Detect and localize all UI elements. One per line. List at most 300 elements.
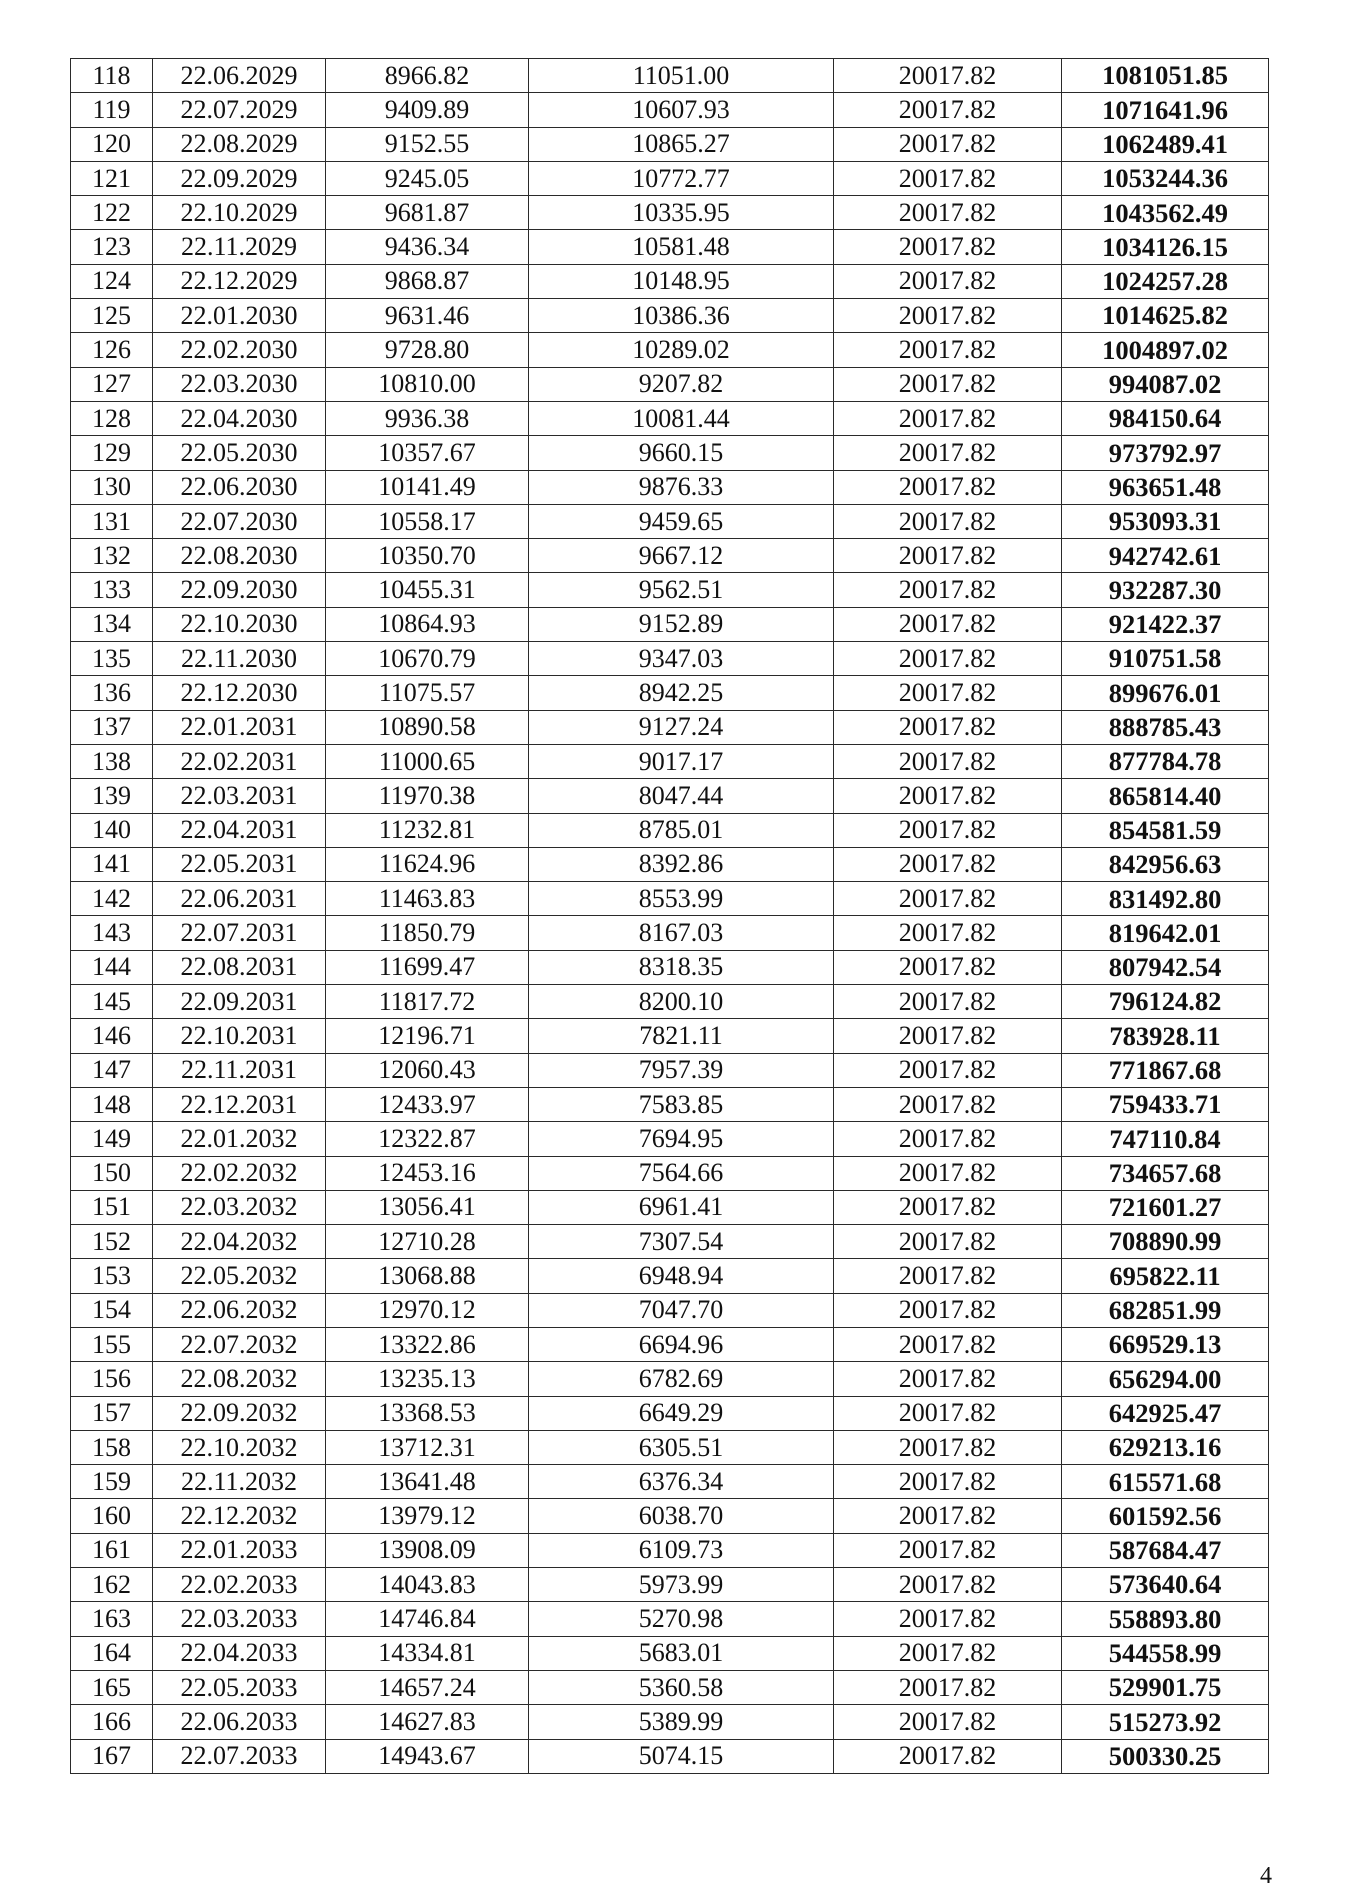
interest-amount-cell: 10607.93 bbox=[529, 93, 834, 127]
principal-amount-cell: 11463.83 bbox=[326, 882, 529, 916]
principal-amount-cell: 12322.87 bbox=[326, 1122, 529, 1156]
table-row bbox=[71, 1225, 1269, 1259]
table-row bbox=[71, 1122, 1269, 1156]
payment-date-cell: 22.06.2029 bbox=[153, 59, 326, 93]
remaining-balance-cell: 656294.00 bbox=[1062, 1362, 1269, 1396]
remaining-balance-cell: 1081051.85 bbox=[1062, 59, 1269, 93]
installment-number-cell: 148 bbox=[71, 1087, 153, 1121]
table-row bbox=[71, 264, 1269, 298]
remaining-balance-cell: 1004897.02 bbox=[1062, 333, 1269, 367]
principal-amount-cell: 9409.89 bbox=[326, 93, 529, 127]
remaining-balance-cell: 629213.16 bbox=[1062, 1430, 1269, 1464]
table-row bbox=[71, 916, 1269, 950]
installment-number-cell: 153 bbox=[71, 1259, 153, 1293]
payment-date-cell: 22.03.2031 bbox=[153, 779, 326, 813]
payment-amount-cell: 20017.82 bbox=[834, 1670, 1062, 1704]
remaining-balance-cell: 587684.47 bbox=[1062, 1533, 1269, 1567]
remaining-balance-cell: 973792.97 bbox=[1062, 436, 1269, 470]
payment-amount-cell: 20017.82 bbox=[834, 1739, 1062, 1773]
interest-amount-cell: 9127.24 bbox=[529, 710, 834, 744]
payment-amount-cell: 20017.82 bbox=[834, 1499, 1062, 1533]
remaining-balance-cell: 953093.31 bbox=[1062, 504, 1269, 538]
installment-number-cell: 142 bbox=[71, 882, 153, 916]
table-row bbox=[71, 1568, 1269, 1602]
table-row bbox=[71, 1430, 1269, 1464]
interest-amount-cell: 10772.77 bbox=[529, 161, 834, 195]
payment-date-cell: 22.01.2032 bbox=[153, 1122, 326, 1156]
table-row bbox=[71, 985, 1269, 1019]
table-row bbox=[71, 779, 1269, 813]
principal-amount-cell: 11850.79 bbox=[326, 916, 529, 950]
principal-amount-cell: 14043.83 bbox=[326, 1568, 529, 1602]
principal-amount-cell: 12196.71 bbox=[326, 1019, 529, 1053]
interest-amount-cell: 8167.03 bbox=[529, 916, 834, 950]
table-row bbox=[71, 847, 1269, 881]
table-row bbox=[71, 1499, 1269, 1533]
installment-number-cell: 146 bbox=[71, 1019, 153, 1053]
remaining-balance-cell: 515273.92 bbox=[1062, 1705, 1269, 1739]
principal-amount-cell: 11817.72 bbox=[326, 985, 529, 1019]
installment-number-cell: 150 bbox=[71, 1156, 153, 1190]
payment-amount-cell: 20017.82 bbox=[834, 1190, 1062, 1224]
installment-number-cell: 131 bbox=[71, 504, 153, 538]
remaining-balance-cell: 932287.30 bbox=[1062, 573, 1269, 607]
principal-amount-cell: 9936.38 bbox=[326, 401, 529, 435]
interest-amount-cell: 8553.99 bbox=[529, 882, 834, 916]
payment-amount-cell: 20017.82 bbox=[834, 744, 1062, 778]
installment-number-cell: 127 bbox=[71, 367, 153, 401]
principal-amount-cell: 12060.43 bbox=[326, 1053, 529, 1087]
table-row bbox=[71, 196, 1269, 230]
payment-date-cell: 22.04.2031 bbox=[153, 813, 326, 847]
principal-amount-cell: 13712.31 bbox=[326, 1430, 529, 1464]
payment-amount-cell: 20017.82 bbox=[834, 882, 1062, 916]
payment-date-cell: 22.07.2032 bbox=[153, 1327, 326, 1361]
payment-amount-cell: 20017.82 bbox=[834, 367, 1062, 401]
principal-amount-cell: 11000.65 bbox=[326, 744, 529, 778]
remaining-balance-cell: 854581.59 bbox=[1062, 813, 1269, 847]
payment-date-cell: 22.06.2030 bbox=[153, 470, 326, 504]
interest-amount-cell: 10289.02 bbox=[529, 333, 834, 367]
table-row bbox=[71, 333, 1269, 367]
table-row bbox=[71, 1019, 1269, 1053]
principal-amount-cell: 11232.81 bbox=[326, 813, 529, 847]
installment-number-cell: 149 bbox=[71, 1122, 153, 1156]
principal-amount-cell: 14746.84 bbox=[326, 1602, 529, 1636]
remaining-balance-cell: 1062489.41 bbox=[1062, 127, 1269, 161]
interest-amount-cell: 5270.98 bbox=[529, 1602, 834, 1636]
table-row bbox=[71, 1362, 1269, 1396]
remaining-balance-cell: 1071641.96 bbox=[1062, 93, 1269, 127]
payment-date-cell: 22.02.2031 bbox=[153, 744, 326, 778]
payment-date-cell: 22.08.2030 bbox=[153, 539, 326, 573]
payment-date-cell: 22.01.2031 bbox=[153, 710, 326, 744]
installment-number-cell: 125 bbox=[71, 299, 153, 333]
remaining-balance-cell: 500330.25 bbox=[1062, 1739, 1269, 1773]
payment-date-cell: 22.12.2029 bbox=[153, 264, 326, 298]
payment-amount-cell: 20017.82 bbox=[834, 642, 1062, 676]
table-row bbox=[71, 59, 1269, 93]
principal-amount-cell: 13068.88 bbox=[326, 1259, 529, 1293]
principal-amount-cell: 9436.34 bbox=[326, 230, 529, 264]
payment-amount-cell: 20017.82 bbox=[834, 1602, 1062, 1636]
table-row bbox=[71, 1087, 1269, 1121]
payment-date-cell: 22.01.2030 bbox=[153, 299, 326, 333]
principal-amount-cell: 13235.13 bbox=[326, 1362, 529, 1396]
payment-schedule-body bbox=[71, 59, 1269, 1774]
payment-amount-cell: 20017.82 bbox=[834, 230, 1062, 264]
table-row bbox=[71, 1602, 1269, 1636]
interest-amount-cell: 8318.35 bbox=[529, 950, 834, 984]
payment-amount-cell: 20017.82 bbox=[834, 264, 1062, 298]
installment-number-cell: 120 bbox=[71, 127, 153, 161]
installment-number-cell: 154 bbox=[71, 1293, 153, 1327]
payment-amount-cell: 20017.82 bbox=[834, 196, 1062, 230]
payment-date-cell: 22.12.2032 bbox=[153, 1499, 326, 1533]
table-row bbox=[71, 710, 1269, 744]
payment-date-cell: 22.12.2030 bbox=[153, 676, 326, 710]
table-row bbox=[71, 1636, 1269, 1670]
installment-number-cell: 137 bbox=[71, 710, 153, 744]
payment-amount-cell: 20017.82 bbox=[834, 607, 1062, 641]
remaining-balance-cell: 984150.64 bbox=[1062, 401, 1269, 435]
principal-amount-cell: 9681.87 bbox=[326, 196, 529, 230]
principal-amount-cell: 11075.57 bbox=[326, 676, 529, 710]
page-number: 4 bbox=[1260, 1863, 1272, 1889]
interest-amount-cell: 10335.95 bbox=[529, 196, 834, 230]
remaining-balance-cell: 1034126.15 bbox=[1062, 230, 1269, 264]
payment-date-cell: 22.05.2033 bbox=[153, 1670, 326, 1704]
table-row bbox=[71, 1327, 1269, 1361]
installment-number-cell: 166 bbox=[71, 1705, 153, 1739]
remaining-balance-cell: 747110.84 bbox=[1062, 1122, 1269, 1156]
principal-amount-cell: 14943.67 bbox=[326, 1739, 529, 1773]
interest-amount-cell: 10386.36 bbox=[529, 299, 834, 333]
remaining-balance-cell: 807942.54 bbox=[1062, 950, 1269, 984]
interest-amount-cell: 8392.86 bbox=[529, 847, 834, 881]
remaining-balance-cell: 695822.11 bbox=[1062, 1259, 1269, 1293]
remaining-balance-cell: 819642.01 bbox=[1062, 916, 1269, 950]
principal-amount-cell: 12970.12 bbox=[326, 1293, 529, 1327]
interest-amount-cell: 7564.66 bbox=[529, 1156, 834, 1190]
payment-date-cell: 22.08.2031 bbox=[153, 950, 326, 984]
remaining-balance-cell: 642925.47 bbox=[1062, 1396, 1269, 1430]
table-row bbox=[71, 1156, 1269, 1190]
principal-amount-cell: 9728.80 bbox=[326, 333, 529, 367]
payment-date-cell: 22.11.2031 bbox=[153, 1053, 326, 1087]
payment-date-cell: 22.02.2032 bbox=[153, 1156, 326, 1190]
remaining-balance-cell: 783928.11 bbox=[1062, 1019, 1269, 1053]
remaining-balance-cell: 899676.01 bbox=[1062, 676, 1269, 710]
installment-number-cell: 134 bbox=[71, 607, 153, 641]
installment-number-cell: 119 bbox=[71, 93, 153, 127]
payment-date-cell: 22.09.2030 bbox=[153, 573, 326, 607]
table-row bbox=[71, 401, 1269, 435]
payment-amount-cell: 20017.82 bbox=[834, 1362, 1062, 1396]
payment-date-cell: 22.02.2030 bbox=[153, 333, 326, 367]
table-row bbox=[71, 1739, 1269, 1773]
principal-amount-cell: 14657.24 bbox=[326, 1670, 529, 1704]
principal-amount-cell: 10890.58 bbox=[326, 710, 529, 744]
interest-amount-cell: 5973.99 bbox=[529, 1568, 834, 1602]
payment-amount-cell: 20017.82 bbox=[834, 1122, 1062, 1156]
table-row bbox=[71, 230, 1269, 264]
remaining-balance-cell: 1043562.49 bbox=[1062, 196, 1269, 230]
remaining-balance-cell: 888785.43 bbox=[1062, 710, 1269, 744]
installment-number-cell: 129 bbox=[71, 436, 153, 470]
principal-amount-cell: 10558.17 bbox=[326, 504, 529, 538]
remaining-balance-cell: 942742.61 bbox=[1062, 539, 1269, 573]
table-row bbox=[71, 93, 1269, 127]
principal-amount-cell: 10455.31 bbox=[326, 573, 529, 607]
principal-amount-cell: 9152.55 bbox=[326, 127, 529, 161]
payment-amount-cell: 20017.82 bbox=[834, 539, 1062, 573]
remaining-balance-cell: 558893.80 bbox=[1062, 1602, 1269, 1636]
payment-date-cell: 22.02.2033 bbox=[153, 1568, 326, 1602]
principal-amount-cell: 14334.81 bbox=[326, 1636, 529, 1670]
installment-number-cell: 143 bbox=[71, 916, 153, 950]
payment-schedule-table bbox=[70, 58, 1269, 1774]
installment-number-cell: 133 bbox=[71, 573, 153, 607]
interest-amount-cell: 5074.15 bbox=[529, 1739, 834, 1773]
remaining-balance-cell: 669529.13 bbox=[1062, 1327, 1269, 1361]
payment-date-cell: 22.08.2029 bbox=[153, 127, 326, 161]
interest-amount-cell: 9562.51 bbox=[529, 573, 834, 607]
table-row bbox=[71, 1670, 1269, 1704]
installment-number-cell: 144 bbox=[71, 950, 153, 984]
installment-number-cell: 126 bbox=[71, 333, 153, 367]
payment-amount-cell: 20017.82 bbox=[834, 299, 1062, 333]
remaining-balance-cell: 963651.48 bbox=[1062, 470, 1269, 504]
installment-number-cell: 140 bbox=[71, 813, 153, 847]
principal-amount-cell: 13641.48 bbox=[326, 1465, 529, 1499]
principal-amount-cell: 13368.53 bbox=[326, 1396, 529, 1430]
interest-amount-cell: 6038.70 bbox=[529, 1499, 834, 1533]
payment-date-cell: 22.09.2032 bbox=[153, 1396, 326, 1430]
payment-amount-cell: 20017.82 bbox=[834, 1327, 1062, 1361]
remaining-balance-cell: 615571.68 bbox=[1062, 1465, 1269, 1499]
payment-amount-cell: 20017.82 bbox=[834, 1705, 1062, 1739]
principal-amount-cell: 10357.67 bbox=[326, 436, 529, 470]
payment-amount-cell: 20017.82 bbox=[834, 1225, 1062, 1259]
table-row bbox=[71, 813, 1269, 847]
payment-amount-cell: 20017.82 bbox=[834, 813, 1062, 847]
payment-amount-cell: 20017.82 bbox=[834, 161, 1062, 195]
payment-date-cell: 22.05.2031 bbox=[153, 847, 326, 881]
payment-date-cell: 22.07.2030 bbox=[153, 504, 326, 538]
table-row bbox=[71, 539, 1269, 573]
interest-amount-cell: 6694.96 bbox=[529, 1327, 834, 1361]
installment-number-cell: 138 bbox=[71, 744, 153, 778]
interest-amount-cell: 9660.15 bbox=[529, 436, 834, 470]
installment-number-cell: 118 bbox=[71, 59, 153, 93]
payment-date-cell: 22.03.2030 bbox=[153, 367, 326, 401]
interest-amount-cell: 6961.41 bbox=[529, 1190, 834, 1224]
payment-date-cell: 22.12.2031 bbox=[153, 1087, 326, 1121]
payment-date-cell: 22.04.2030 bbox=[153, 401, 326, 435]
principal-amount-cell: 11624.96 bbox=[326, 847, 529, 881]
table-row bbox=[71, 1396, 1269, 1430]
payment-amount-cell: 20017.82 bbox=[834, 950, 1062, 984]
installment-number-cell: 128 bbox=[71, 401, 153, 435]
installment-number-cell: 130 bbox=[71, 470, 153, 504]
interest-amount-cell: 8200.10 bbox=[529, 985, 834, 1019]
payment-amount-cell: 20017.82 bbox=[834, 1293, 1062, 1327]
installment-number-cell: 152 bbox=[71, 1225, 153, 1259]
interest-amount-cell: 6305.51 bbox=[529, 1430, 834, 1464]
payment-amount-cell: 20017.82 bbox=[834, 1465, 1062, 1499]
payment-date-cell: 22.05.2030 bbox=[153, 436, 326, 470]
table-row bbox=[71, 1259, 1269, 1293]
remaining-balance-cell: 1024257.28 bbox=[1062, 264, 1269, 298]
payment-date-cell: 22.07.2031 bbox=[153, 916, 326, 950]
principal-amount-cell: 13979.12 bbox=[326, 1499, 529, 1533]
interest-amount-cell: 10581.48 bbox=[529, 230, 834, 264]
installment-number-cell: 162 bbox=[71, 1568, 153, 1602]
remaining-balance-cell: 842956.63 bbox=[1062, 847, 1269, 881]
principal-amount-cell: 12710.28 bbox=[326, 1225, 529, 1259]
remaining-balance-cell: 759433.71 bbox=[1062, 1087, 1269, 1121]
principal-amount-cell: 13322.86 bbox=[326, 1327, 529, 1361]
payment-date-cell: 22.07.2033 bbox=[153, 1739, 326, 1773]
payment-date-cell: 22.10.2029 bbox=[153, 196, 326, 230]
installment-number-cell: 123 bbox=[71, 230, 153, 264]
interest-amount-cell: 7583.85 bbox=[529, 1087, 834, 1121]
table-row bbox=[71, 950, 1269, 984]
principal-amount-cell: 9631.46 bbox=[326, 299, 529, 333]
payment-date-cell: 22.09.2029 bbox=[153, 161, 326, 195]
principal-amount-cell: 10670.79 bbox=[326, 642, 529, 676]
payment-amount-cell: 20017.82 bbox=[834, 1087, 1062, 1121]
payment-date-cell: 22.10.2031 bbox=[153, 1019, 326, 1053]
remaining-balance-cell: 921422.37 bbox=[1062, 607, 1269, 641]
installment-number-cell: 161 bbox=[71, 1533, 153, 1567]
table-row bbox=[71, 1705, 1269, 1739]
interest-amount-cell: 6782.69 bbox=[529, 1362, 834, 1396]
payment-amount-cell: 20017.82 bbox=[834, 504, 1062, 538]
installment-number-cell: 132 bbox=[71, 539, 153, 573]
table-row bbox=[71, 161, 1269, 195]
principal-amount-cell: 12453.16 bbox=[326, 1156, 529, 1190]
payment-amount-cell: 20017.82 bbox=[834, 59, 1062, 93]
interest-amount-cell: 8942.25 bbox=[529, 676, 834, 710]
payment-date-cell: 22.10.2032 bbox=[153, 1430, 326, 1464]
remaining-balance-cell: 771867.68 bbox=[1062, 1053, 1269, 1087]
payment-date-cell: 22.11.2032 bbox=[153, 1465, 326, 1499]
remaining-balance-cell: 544558.99 bbox=[1062, 1636, 1269, 1670]
remaining-balance-cell: 573640.64 bbox=[1062, 1568, 1269, 1602]
table-row bbox=[71, 607, 1269, 641]
table-row bbox=[71, 573, 1269, 607]
table-row bbox=[71, 299, 1269, 333]
interest-amount-cell: 9347.03 bbox=[529, 642, 834, 676]
installment-number-cell: 122 bbox=[71, 196, 153, 230]
payment-amount-cell: 20017.82 bbox=[834, 1019, 1062, 1053]
payment-amount-cell: 20017.82 bbox=[834, 1396, 1062, 1430]
installment-number-cell: 163 bbox=[71, 1602, 153, 1636]
remaining-balance-cell: 865814.40 bbox=[1062, 779, 1269, 813]
payment-date-cell: 22.04.2032 bbox=[153, 1225, 326, 1259]
table-row bbox=[71, 1053, 1269, 1087]
remaining-balance-cell: 529901.75 bbox=[1062, 1670, 1269, 1704]
payment-date-cell: 22.08.2032 bbox=[153, 1362, 326, 1396]
payment-date-cell: 22.11.2029 bbox=[153, 230, 326, 264]
interest-amount-cell: 6649.29 bbox=[529, 1396, 834, 1430]
interest-amount-cell: 7957.39 bbox=[529, 1053, 834, 1087]
interest-amount-cell: 6948.94 bbox=[529, 1259, 834, 1293]
remaining-balance-cell: 1014625.82 bbox=[1062, 299, 1269, 333]
interest-amount-cell: 5360.58 bbox=[529, 1670, 834, 1704]
remaining-balance-cell: 910751.58 bbox=[1062, 642, 1269, 676]
payment-amount-cell: 20017.82 bbox=[834, 847, 1062, 881]
payment-amount-cell: 20017.82 bbox=[834, 1430, 1062, 1464]
table-row bbox=[71, 504, 1269, 538]
payment-amount-cell: 20017.82 bbox=[834, 1259, 1062, 1293]
interest-amount-cell: 11051.00 bbox=[529, 59, 834, 93]
remaining-balance-cell: 682851.99 bbox=[1062, 1293, 1269, 1327]
payment-date-cell: 22.06.2033 bbox=[153, 1705, 326, 1739]
payment-date-cell: 22.07.2029 bbox=[153, 93, 326, 127]
installment-number-cell: 151 bbox=[71, 1190, 153, 1224]
table-row bbox=[71, 1465, 1269, 1499]
installment-number-cell: 164 bbox=[71, 1636, 153, 1670]
interest-amount-cell: 6376.34 bbox=[529, 1465, 834, 1499]
principal-amount-cell: 10350.70 bbox=[326, 539, 529, 573]
payment-amount-cell: 20017.82 bbox=[834, 333, 1062, 367]
installment-number-cell: 159 bbox=[71, 1465, 153, 1499]
payment-amount-cell: 20017.82 bbox=[834, 1636, 1062, 1670]
interest-amount-cell: 5389.99 bbox=[529, 1705, 834, 1739]
principal-amount-cell: 10810.00 bbox=[326, 367, 529, 401]
interest-amount-cell: 10081.44 bbox=[529, 401, 834, 435]
interest-amount-cell: 9207.82 bbox=[529, 367, 834, 401]
installment-number-cell: 158 bbox=[71, 1430, 153, 1464]
interest-amount-cell: 10865.27 bbox=[529, 127, 834, 161]
installment-number-cell: 165 bbox=[71, 1670, 153, 1704]
remaining-balance-cell: 831492.80 bbox=[1062, 882, 1269, 916]
payment-amount-cell: 20017.82 bbox=[834, 1053, 1062, 1087]
principal-amount-cell: 11970.38 bbox=[326, 779, 529, 813]
payment-date-cell: 22.04.2033 bbox=[153, 1636, 326, 1670]
principal-amount-cell: 13056.41 bbox=[326, 1190, 529, 1224]
installment-number-cell: 135 bbox=[71, 642, 153, 676]
payment-amount-cell: 20017.82 bbox=[834, 1156, 1062, 1190]
table-row bbox=[71, 1190, 1269, 1224]
principal-amount-cell: 13908.09 bbox=[326, 1533, 529, 1567]
remaining-balance-cell: 796124.82 bbox=[1062, 985, 1269, 1019]
interest-amount-cell: 9667.12 bbox=[529, 539, 834, 573]
remaining-balance-cell: 994087.02 bbox=[1062, 367, 1269, 401]
remaining-balance-cell: 1053244.36 bbox=[1062, 161, 1269, 195]
payment-date-cell: 22.06.2032 bbox=[153, 1293, 326, 1327]
remaining-balance-cell: 601592.56 bbox=[1062, 1499, 1269, 1533]
payment-amount-cell: 20017.82 bbox=[834, 1568, 1062, 1602]
payment-date-cell: 22.01.2033 bbox=[153, 1533, 326, 1567]
payment-date-cell: 22.05.2032 bbox=[153, 1259, 326, 1293]
payment-amount-cell: 20017.82 bbox=[834, 916, 1062, 950]
interest-amount-cell: 7694.95 bbox=[529, 1122, 834, 1156]
payment-amount-cell: 20017.82 bbox=[834, 470, 1062, 504]
interest-amount-cell: 7047.70 bbox=[529, 1293, 834, 1327]
payment-amount-cell: 20017.82 bbox=[834, 985, 1062, 1019]
payment-amount-cell: 20017.82 bbox=[834, 436, 1062, 470]
table-row bbox=[71, 367, 1269, 401]
principal-amount-cell: 11699.47 bbox=[326, 950, 529, 984]
table-row bbox=[71, 882, 1269, 916]
payment-date-cell: 22.11.2030 bbox=[153, 642, 326, 676]
installment-number-cell: 124 bbox=[71, 264, 153, 298]
installment-number-cell: 141 bbox=[71, 847, 153, 881]
